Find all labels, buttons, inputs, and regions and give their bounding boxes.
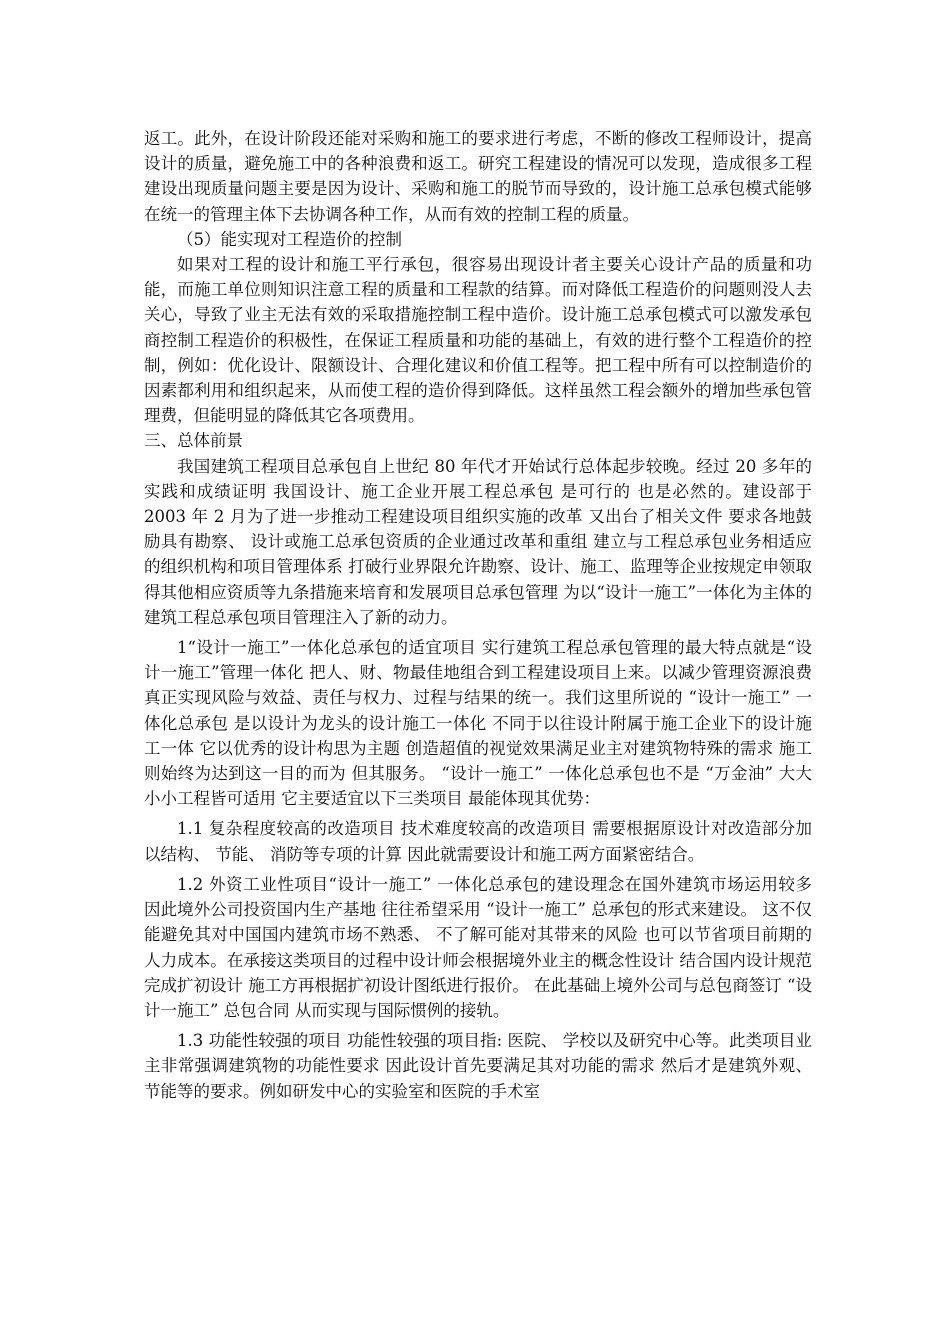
- paragraph-section-1-1: 1.1 复杂程度较高的改造项目 技术难度较高的改造项目 需要根据原设计对改造部分加以结构、 节能、 消防等专项的计算 因此就需要设计和施工两方面紧密结合。: [144, 819, 812, 864]
- paragraph-section-1-3: 1.3 功能性较强的项目 功能性较强的项目指: 医院、 学校以及研究中心等。此类项目业主非常强调建筑物的功能性要求 因此设计首先要满足其对功能的需求 然后才是建筑外观、 节能等的要求。例如研发中心的实验室和医院的手术室: [144, 1031, 812, 1101]
- paragraph-quality-control: 返工。此外，在设计阶段还能对采购和施工的要求进行考虑，不断的修改工程师设计，提高设计的质量，避免施工中的各种浪费和返工。研究工程建设的情况可以发现，造成很多工程建设出现质量问题主要是因为设计、采购和施工的脱节而导致的，设计施工总承包模式能够在统一的管理主体下去协调各种工作，从而有效的控制工程的质量。: [144, 129, 812, 224]
- document-page: [144, 126, 812, 1104]
- paragraph-overall-prospect: 我国建筑工程项目总承包自上世纪 80 年代才开始试行总体起步较晚。经过 20 多年的实践和成绩证明 我国设计、施工企业开展工程总承包 是可行的 也是必然的。建设部于 2003 年 2 月为了进一步推动工程建设项目组织实施的改革 又出台了相关文件 要求各地鼓励具有勘察、 设计或施工总承包资质的企业通过改革和重组 建立与工程总承包业务相适应的组织机构和项目管理体系 打破行业界限允许勘察、设计、施工、监理等企业按规定申领取得其他相应资质等九条措施来培育和发展项目总承包管理 为以“设计一施工”一体化为主体的建筑工程总承包项目管理注入了新的动力。: [144, 456, 812, 627]
- heading-overall-prospect: 三、总体前景: [144, 431, 243, 451]
- paragraph-suitable-projects: 1“设计一施工”一体化总承包的适宜项目 实行建筑工程总承包管理的最大特点就是“设计一施工”管理一体化 把人、财、物最佳地组合到工程建设项目上来。以减少管理资源浪费 真正实现风险与效益、责任与权力、过程与结果的统一。我们这里所说的 “设计一施工” 一体化总承包 是以设计为龙头的设计施工一体化 不同于以往设计附属于施工企业下的设计施工一体 它以优秀的设计构思为主题 创造超值的视觉效果满足业主对建筑物特殊的需求 施工则始终为达到这一目的而为 但其服务。 “设计一施工” 一体化总承包也不是 “万金油” 大大小小工程皆可适用 它主要适宜以下三类项目 最能体现其优势：: [144, 638, 812, 809]
- paragraph-section-1-2: 1.2 外资工业性项目“设计一施工” 一体化总承包的建设理念在国外建筑市场运用较多 因此境外公司投资国内生产基地 往往希望采用 “设计一施工” 总承包的形式来建设。 这不仅能避免其对中国国内建筑市场不熟悉、 不了解可能对其带来的风险 也可以节省项目前期的人力成本。在承接这类项目的过程中设计师会根据境外业主的概念性设计 结合国内设计规范 完成扩初设计 施工方再根据扩初设计图纸进行报价。 在此基础上境外公司与总包商签订 “设计一施工” 总包合同 从而实现与国际惯例的接轨。: [144, 874, 812, 1020]
- paragraph-cost-control: 如果对工程的设计和施工平行承包，很容易出现设计者主要关心设计产品的质量和功能，而施工单位则知识注意工程的质量和工程款的结算。而对降低工程造价的问题则没人去关心，导致了业主无法有效的采取措施控制工程中造价。设计施工总承包模式可以激发承包商控制工程造价的积极性，在保证工程质量和功能的基础上，有效的进行整个工程造价的控制，例如：优化设计、限额设计、合理化建议和价值工程等。把工程中所有可以控制造价的因素都利用和组织起来，从而使工程的造价得到降低。这样虽然工程会额外的增加些承包管理费，但能明显的降低其它各项费用。: [144, 255, 812, 426]
- heading-cost-control: （5）能实现对工程造价的控制: [177, 229, 402, 249]
